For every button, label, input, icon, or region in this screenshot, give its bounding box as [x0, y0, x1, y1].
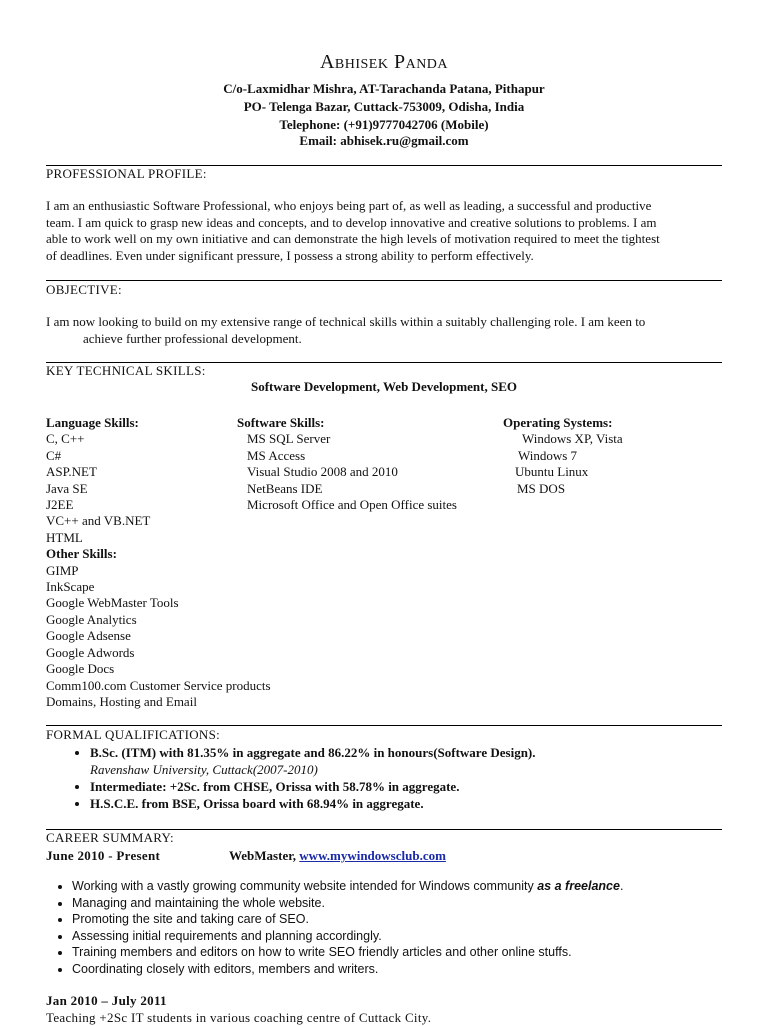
- skill-item: Google Adwords: [46, 644, 135, 660]
- os-item: Windows 7: [518, 447, 578, 463]
- profile-line: I am an enthusiastic Software Professional, who enjoys being part of, as well as leading, a successful and productive: [46, 198, 652, 213]
- operating-systems-column: [503, 415, 623, 497]
- job2-description: Teaching +2Sc IT students in various coaching centre of Cuttack City.: [46, 1010, 432, 1025]
- software-skills-header: Software Skills:: [237, 415, 325, 430]
- profile-line: able to work well on my own initiative and can demonstrate the high levels of motivation required to meet the tightest: [46, 231, 660, 246]
- duty-item: [72, 878, 623, 895]
- skills-subtitle: Software Development, Web Development, SEO: [251, 379, 517, 394]
- skill-item: ASP.NET: [46, 464, 97, 480]
- candidate-name: Abhisek Panda: [319, 51, 449, 73]
- objective-line: I am now looking to build on my extensive range of technical skills within a suitably challenging role. I am keen to: [46, 314, 646, 329]
- skill-item: Microsoft Office and Open Office suites: [247, 497, 457, 513]
- skill-item: Java SE: [46, 480, 88, 496]
- profile-line: of deadlines. Even under significant pressure, I possess a strong ability to perform effectively.: [46, 247, 534, 263]
- skill-item: Domains, Hosting and Email: [46, 693, 197, 709]
- qualification-item: • Intermediate: +2Sc. from CHSE, Orissa with 58.78% in aggregate.: [90, 778, 536, 795]
- skill-item: Comm100.com Customer Service products: [46, 677, 271, 693]
- duty-item: • Managing and maintaining the whole website.: [72, 895, 623, 912]
- divider: [46, 725, 722, 726]
- qualification-item: • H.S.C.E. from BSE, Orissa board with 68.94% in aggregate.: [90, 795, 536, 812]
- address-line-2: PO- Telenga Bazar, Cuttack-753009, Odisha, India: [243, 99, 525, 114]
- skill-item: C#: [46, 447, 62, 463]
- objective-text: [46, 314, 726, 347]
- career-heading: CAREER SUMMARY:: [46, 830, 174, 845]
- profile-text: [46, 198, 726, 264]
- skill-item: J2EE: [46, 497, 74, 513]
- skill-item: Google Docs: [46, 661, 115, 677]
- address-line-1: C/o-Laxmidhar Mishra, AT-Tarachanda Patana, Pithapur: [223, 81, 545, 96]
- duty-text-end: .: [619, 879, 624, 893]
- skill-item: NetBeans IDE: [247, 480, 323, 496]
- job1-title: [229, 848, 446, 864]
- os-item: MS DOS: [517, 480, 566, 496]
- skill-item: MS SQL Server: [247, 431, 331, 447]
- objective-line: achieve further professional development.: [83, 330, 302, 346]
- objective-heading: OBJECTIVE:: [46, 282, 122, 297]
- job1-role: WebMaster,: [229, 848, 300, 863]
- skill-item: C, C++: [46, 431, 85, 447]
- skills-heading: KEY TECHNICAL SKILLS:: [46, 363, 206, 378]
- skill-item: Google WebMaster Tools: [46, 595, 179, 611]
- telephone: Telephone: (+91)9777042706 (Mobile): [279, 117, 489, 132]
- duty-item: • Training members and editors on how to write SEO friendly articles and other online stuffs.: [72, 944, 623, 961]
- skill-item: VC++ and VB.NET: [46, 513, 151, 529]
- email: Email: abhisek.ru@gmail.com: [299, 133, 469, 148]
- qualifications-list: [46, 744, 536, 812]
- skill-item: HTML: [46, 529, 83, 545]
- duty-item: • Assessing initial requirements and planning accordingly.: [72, 928, 623, 945]
- profile-heading: PROFESSIONAL PROFILE:: [46, 166, 207, 181]
- other-skills-header: Other Skills:: [46, 546, 117, 562]
- os-item: Ubuntu Linux: [515, 464, 589, 480]
- duty-item: • Coordinating closely with editors, members and writers.: [72, 961, 623, 978]
- skill-item: Google Adsense: [46, 628, 131, 644]
- skill-item: Google Analytics: [46, 611, 137, 627]
- job2-period: Jan 2010 – July 2011: [46, 993, 167, 1008]
- operating-systems-header: Operating Systems:: [503, 415, 613, 430]
- duty-emphasis: as a freelance: [537, 879, 620, 893]
- job1-period: June 2010 - Present: [46, 848, 161, 863]
- qualification-item: • B.Sc. (ITM) with 81.35% in aggregate and 86.22% in honours(Software Design).: [90, 744, 536, 761]
- qualification-institution: Ravenshaw University, Cuttack(2007-2010): [90, 762, 318, 777]
- profile-line: team. I am quick to grasp new ideas and concepts, and to develop innovative and creative solutions to problems. I am: [46, 214, 657, 230]
- duty-item: • Promoting the site and taking care of SEO.: [72, 911, 623, 928]
- skill-item: GIMP: [46, 562, 79, 578]
- skill-item: Visual Studio 2008 and 2010: [247, 464, 398, 480]
- skill-item: InkScape: [46, 579, 95, 595]
- qualifications-heading: FORMAL QUALIFICATIONS:: [46, 727, 221, 742]
- job1-duties: [46, 878, 623, 977]
- skill-item: MS Access: [247, 447, 306, 463]
- duty-text: Working with a vastly growing community website intended for Windows community: [72, 879, 538, 893]
- divider: [46, 280, 722, 281]
- software-skills-column: [237, 415, 457, 513]
- website-link[interactable]: www.mywindowsclub.com: [299, 848, 446, 863]
- language-skills-header: Language Skills:: [46, 415, 139, 430]
- os-item: Windows XP, Vista: [522, 431, 623, 447]
